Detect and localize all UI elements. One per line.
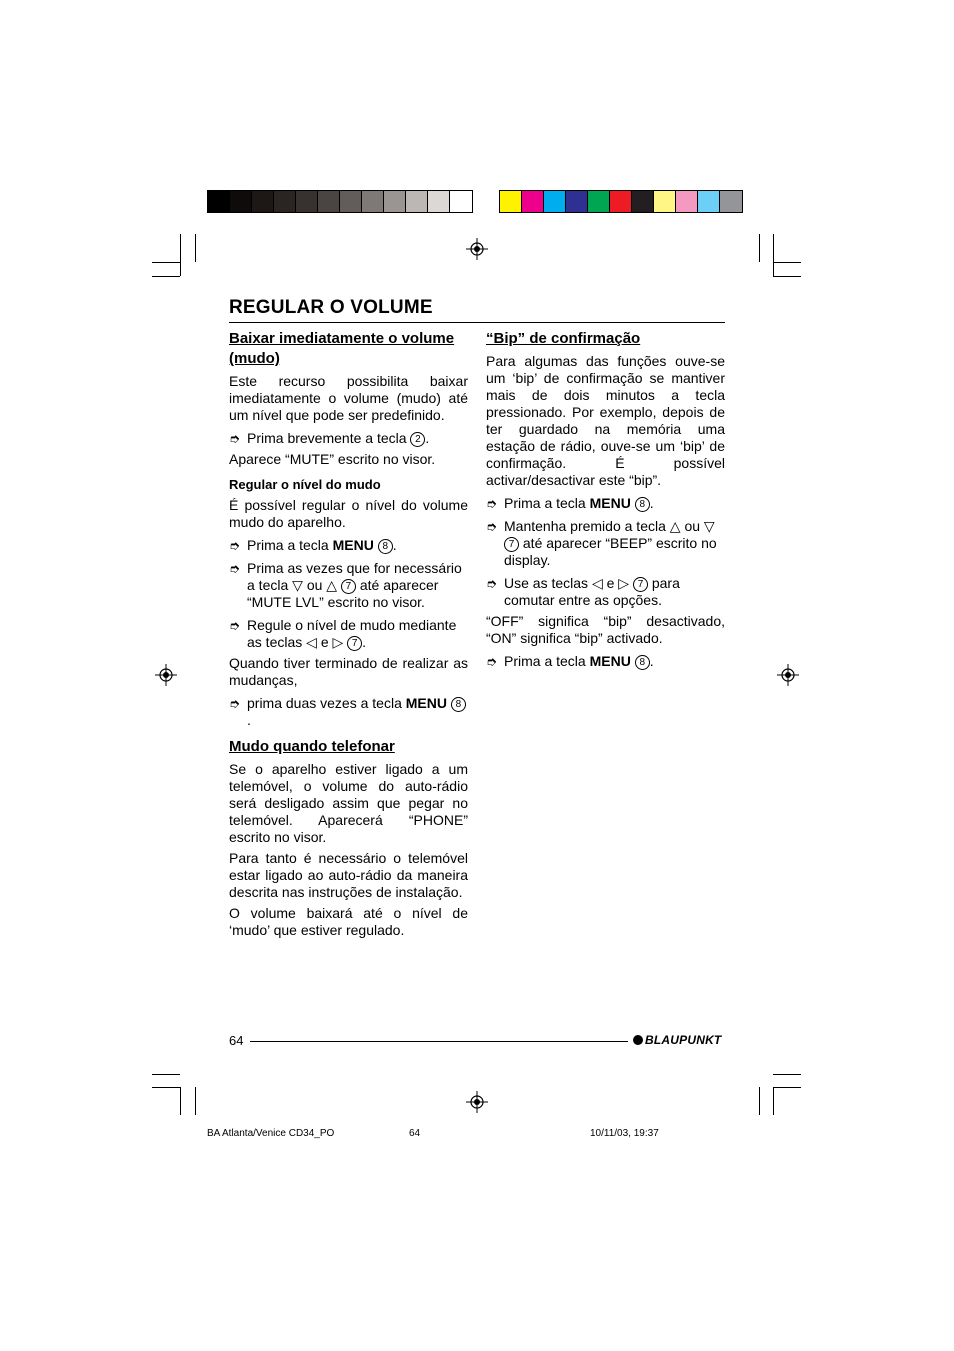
- grayscale-swatch: [340, 191, 362, 212]
- paragraph: Para tanto é necessário o telemóvel estar ligado ao auto-rádio da maneira descrita nas instruções de instalação.: [229, 850, 468, 900]
- instruction-step: ➮ Prima a tecla MENU 8 .: [486, 495, 654, 511]
- paragraph: Aparece “MUTE” escrito no visor.: [229, 451, 436, 467]
- color-calibration-bar: [499, 190, 743, 213]
- grayscale-swatch: [318, 191, 340, 212]
- print-timestamp: 10/11/03, 19:37: [590, 1128, 659, 1139]
- arrow-right-icon: ➮: [486, 654, 497, 669]
- paragraph: Este recurso possibilita baixar imediatamente o volume (mudo) até um nível que pode ser predefinido.: [229, 373, 468, 423]
- arrow-right-icon: ➮: [229, 431, 240, 446]
- paragraph: Para algumas das funções ouve-se um ‘bip’ de confirmação se mantiver mais de dois minutos a tecla pressionado. Por exemplo, depois de ter guardado na memória uma estação de rádio, ouve-se um ‘bip’ de confirmação. É possível activar/desactivar este “bip”.: [486, 353, 725, 488]
- left-column: [229, 329, 468, 939]
- paragraph: O volume baixará até o nível de ‘mudo’ que estiver regulado.: [229, 905, 468, 938]
- grayscale-swatch: [384, 191, 406, 212]
- key-number-badge: 7: [347, 636, 362, 651]
- key-number-badge: 7: [504, 537, 519, 552]
- print-page-number: 64: [409, 1128, 421, 1139]
- triangle-right-icon: ▷: [332, 634, 344, 650]
- grayscale-swatch: [274, 191, 296, 212]
- instruction-step: ➮ Mantenha premido a tecla △ ou ▽ 7 até aparecer “BEEP” escrito no display.: [486, 518, 717, 568]
- arrow-right-icon: ➮: [486, 496, 497, 511]
- triangle-down-icon: ▽: [292, 577, 303, 593]
- grayscale-swatch: [428, 191, 450, 212]
- arrow-right-icon: ➮: [486, 519, 497, 534]
- key-number-badge: 7: [341, 579, 356, 594]
- key-number-badge: 8: [451, 697, 466, 712]
- color-swatch: [610, 191, 632, 212]
- color-swatch: [676, 191, 698, 212]
- instruction-step: ➮ prima duas vezes a tecla MENU 8.: [229, 695, 468, 729]
- grayscale-swatch: [230, 191, 252, 212]
- color-swatch: [588, 191, 610, 212]
- registration-mark-icon: [466, 1091, 488, 1113]
- section-heading-mute: Baixar imediatamente o volume (mudo): [229, 330, 455, 367]
- triangle-left-icon: ◁: [306, 634, 317, 650]
- triangle-left-icon: ◁: [591, 575, 603, 591]
- key-number-badge: 8: [378, 539, 393, 554]
- page-number: 64: [229, 1033, 244, 1048]
- paragraph: Quando tiver terminado de realizar as mudanças,: [229, 655, 468, 688]
- arrow-right-icon: ➮: [486, 576, 497, 591]
- arrow-right-icon: ➮: [229, 561, 240, 576]
- registration-mark-icon: [777, 664, 799, 686]
- paragraph: É possível regular o nível do volume mudo do aparelho.: [229, 497, 468, 530]
- triangle-up-icon: △: [669, 518, 681, 534]
- arrow-right-icon: ➮: [229, 618, 240, 633]
- instruction-step: ➮ Prima a tecla MENU 8 .: [486, 653, 654, 669]
- key-number-badge: 8: [635, 655, 650, 670]
- color-swatch: [698, 191, 720, 212]
- color-swatch: [632, 191, 654, 212]
- grayscale-swatch: [450, 191, 472, 212]
- section-heading-beep: “Bip” de confirmação: [486, 330, 641, 347]
- key-number-badge: 7: [633, 577, 648, 592]
- paragraph: Se o aparelho estiver ligado a um telemóvel, o volume do auto-rádio será desligado assim que pegar no telemóvel. Aparecerá “PHONE” escrito no visor.: [229, 761, 468, 845]
- grayscale-swatch: [252, 191, 274, 212]
- grayscale-swatch: [208, 191, 230, 212]
- right-column: [486, 329, 725, 670]
- color-swatch: [566, 191, 588, 212]
- color-swatch: [654, 191, 676, 212]
- page-title: REGULAR O VOLUME: [229, 297, 433, 318]
- instruction-step: ➮ Use as teclas ◁ e ▷ 7 para comutar entre as opções.: [486, 575, 680, 608]
- color-swatch: [522, 191, 544, 212]
- title-rule: [229, 322, 725, 323]
- key-number-badge: 8: [635, 497, 650, 512]
- key-number-badge: 2: [410, 432, 425, 447]
- circle-dot-icon: [633, 1035, 643, 1045]
- instruction-step: ➮ Prima as vezes que for necessário a tecla ▽ ou △ 7 até aparecer “MUTE LVL” escrito no visor.: [229, 560, 462, 610]
- instruction-step: ➮ Regule o nível de mudo mediante as teclas ◁ e ▷ 7 .: [229, 617, 457, 650]
- instruction-step: ➮ Prima brevemente a tecla 2 .: [229, 430, 430, 446]
- arrow-right-icon: ➮: [229, 696, 240, 711]
- grayscale-swatch: [406, 191, 428, 212]
- paragraph: “OFF” significa “bip” desactivado, “ON” significa “bip” activado.: [486, 613, 725, 646]
- subheading-mute-level: Regular o nível do mudo: [229, 477, 381, 492]
- color-swatch: [544, 191, 566, 212]
- registration-mark-icon: [466, 238, 488, 260]
- grayscale-swatch: [362, 191, 384, 212]
- triangle-down-icon: ▽: [703, 518, 715, 534]
- triangle-up-icon: △: [326, 577, 338, 593]
- triangle-right-icon: ▷: [618, 575, 630, 591]
- grayscale-swatch: [296, 191, 318, 212]
- footer-rule: [250, 1041, 628, 1042]
- registration-mark-icon: [155, 664, 177, 686]
- grayscale-calibration-bar: [207, 190, 473, 213]
- color-swatch: [720, 191, 742, 212]
- print-file-name: BA Atlanta/Venice CD34_PO: [207, 1128, 335, 1139]
- brand-logo: BLAUPUNKT: [633, 1033, 721, 1047]
- color-swatch: [500, 191, 522, 212]
- arrow-right-icon: ➮: [229, 538, 240, 553]
- instruction-step: ➮ Prima a tecla MENU 8 .: [229, 537, 397, 553]
- section-heading-phone-mute: Mudo quando telefonar: [229, 738, 395, 755]
